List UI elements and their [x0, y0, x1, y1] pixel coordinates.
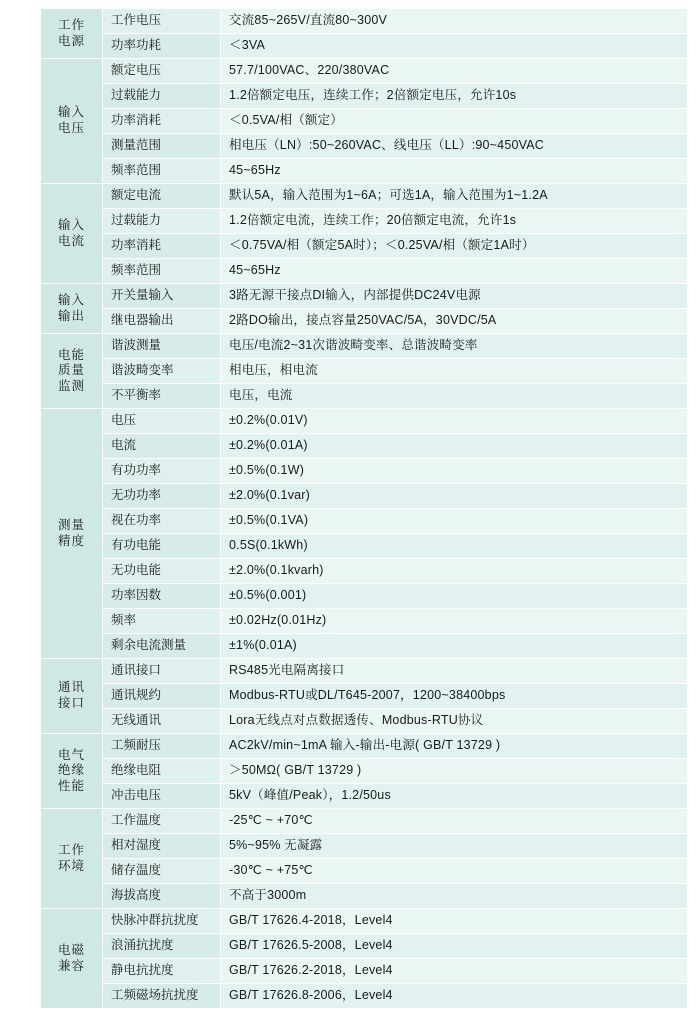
value-cell: 1.2倍额定电压，连续工作；2倍额定电压，允许10s [221, 84, 688, 109]
category-cell [41, 59, 103, 184]
item-cell: 谐波测量 [103, 334, 221, 359]
value-cell: ＜0.75VA/相（额定5A时）；＜0.25VA/相（额定1A时） [221, 234, 688, 259]
item-cell: 继电器输出 [103, 309, 221, 334]
table-row [41, 859, 688, 884]
value-cell: ±0.2%(0.01V) [221, 409, 688, 434]
item-cell: 绝缘电阻 [103, 759, 221, 784]
value-cell: GB/T 17626.5-2008，Level4 [221, 934, 688, 959]
category-line: 电源 [57, 33, 85, 48]
table-row [41, 184, 688, 209]
category-line: 电能 [57, 347, 85, 362]
table-row [41, 34, 688, 59]
table-row [41, 434, 688, 459]
category-line: 环境 [57, 858, 85, 873]
item-cell: 功率消耗 [103, 234, 221, 259]
item-cell: 相对湿度 [103, 834, 221, 859]
category-line: 性能 [57, 778, 85, 793]
value-cell: -30℃ ~ +75℃ [221, 859, 688, 884]
category-line: 电磁 [57, 942, 85, 957]
item-cell: 额定电流 [103, 184, 221, 209]
category-cell [41, 9, 103, 59]
category-cell [41, 284, 103, 334]
category-line: 输出 [57, 308, 85, 323]
category-line: 兼容 [57, 958, 85, 973]
item-cell: 有功电能 [103, 534, 221, 559]
category-line: 通讯 [57, 680, 85, 695]
item-cell: 频率范围 [103, 259, 221, 284]
value-cell: 电压/电流2~31次谐波畸变率、总谐波畸变率 [221, 334, 688, 359]
table-row [41, 9, 688, 34]
value-cell: ＜3VA [221, 34, 688, 59]
item-cell: 海拔高度 [103, 884, 221, 909]
item-cell: 测量范围 [103, 134, 221, 159]
table-row [41, 809, 688, 834]
value-cell: 2路DO输出，接点容量250VAC/5A，30VDC/5A [221, 309, 688, 334]
category-line: 电气 [57, 747, 85, 762]
value-cell: ±2.0%(0.1kvarh) [221, 559, 688, 584]
item-cell: 工频耐压 [103, 734, 221, 759]
category-line: 工作 [57, 842, 85, 857]
table-row [41, 659, 688, 684]
category-cell [41, 184, 103, 284]
table-row [41, 359, 688, 384]
value-cell: 5%~95% 无凝露 [221, 834, 688, 859]
table-row [41, 734, 688, 759]
category-line: 输入 [57, 292, 85, 307]
value-cell: 45~65Hz [221, 259, 688, 284]
item-cell: 快脉冲群抗扰度 [103, 909, 221, 934]
value-cell: ＞50MΩ( GB/T 13729 ) [221, 759, 688, 784]
item-cell: 有功功率 [103, 459, 221, 484]
category-line: 输入 [57, 105, 85, 120]
table-row [41, 284, 688, 309]
table-row [41, 759, 688, 784]
table-row [41, 909, 688, 934]
category-line: 测量 [57, 517, 85, 532]
table-row [41, 634, 688, 659]
table-row [41, 409, 688, 434]
item-cell: 电压 [103, 409, 221, 434]
category-line: 绝缘 [57, 763, 85, 778]
table-row [41, 134, 688, 159]
item-cell: 功率因数 [103, 584, 221, 609]
value-cell: 相电压（LN）:50~260VAC、线电压（LL）:90~450VAC [221, 134, 688, 159]
value-cell: ±0.2%(0.01A) [221, 434, 688, 459]
table-row [41, 459, 688, 484]
table-row [41, 584, 688, 609]
category-cell [41, 734, 103, 809]
table-row [41, 84, 688, 109]
table-row [41, 159, 688, 184]
item-cell: 储存温度 [103, 859, 221, 884]
value-cell: ±0.02Hz(0.01Hz) [221, 609, 688, 634]
table-row [41, 209, 688, 234]
item-cell: 静电抗扰度 [103, 959, 221, 984]
table-row [41, 259, 688, 284]
value-cell: AC2kV/min~1mA 输入-输出-电源( GB/T 13729 ) [221, 734, 688, 759]
category-line: 电流 [57, 233, 85, 248]
category-line: 质量 [57, 363, 85, 378]
table-row [41, 609, 688, 634]
table-row [41, 934, 688, 959]
value-cell: ±2.0%(0.1var) [221, 484, 688, 509]
table-row [41, 984, 688, 1009]
item-cell: 浪涌抗扰度 [103, 934, 221, 959]
item-cell: 过载能力 [103, 84, 221, 109]
item-cell: 谐波畸变率 [103, 359, 221, 384]
value-cell: 5kV（峰值/Peak），1.2/50us [221, 784, 688, 809]
item-cell: 通讯规约 [103, 684, 221, 709]
category-cell [41, 409, 103, 659]
value-cell: 电压，电流 [221, 384, 688, 409]
table-row [41, 559, 688, 584]
table-row [41, 834, 688, 859]
specifications-table [40, 8, 688, 1009]
item-cell: 无功功率 [103, 484, 221, 509]
category-line: 工作 [57, 17, 85, 32]
value-cell: ±0.5%(0.1VA) [221, 509, 688, 534]
value-cell: ±1%(0.01A) [221, 634, 688, 659]
item-cell: 功率功耗 [103, 34, 221, 59]
value-cell: 57.7/100VAC、220/380VAC [221, 59, 688, 84]
table-row [41, 784, 688, 809]
table-row [41, 484, 688, 509]
value-cell: ±0.5%(0.001) [221, 584, 688, 609]
item-cell: 剩余电流测量 [103, 634, 221, 659]
category-line: 监测 [57, 378, 85, 393]
item-cell: 工作温度 [103, 809, 221, 834]
item-cell: 无功电能 [103, 559, 221, 584]
value-cell: 3路无源干接点DI输入，内部提供DC24V电源 [221, 284, 688, 309]
category-line: 电压 [57, 121, 85, 135]
item-cell: 额定电压 [103, 59, 221, 84]
table-row [41, 234, 688, 259]
value-cell: Lora无线点对点数据透传、Modbus-RTU协议 [221, 709, 688, 734]
item-cell: 视在功率 [103, 509, 221, 534]
value-cell: GB/T 17626.8-2006，Level4 [221, 984, 688, 1009]
value-cell: 不高于3000m [221, 884, 688, 909]
table-row [41, 384, 688, 409]
value-cell: ±0.5%(0.1W) [221, 459, 688, 484]
item-cell: 频率 [103, 609, 221, 634]
value-cell: GB/T 17626.4-2018，Level4 [221, 909, 688, 934]
value-cell: 交流85~265V/直流80~300V [221, 9, 688, 34]
item-cell: 工作电压 [103, 9, 221, 34]
category-line: 接口 [57, 696, 85, 710]
value-cell: GB/T 17626.2-2018，Level4 [221, 959, 688, 984]
item-cell: 工频磁场抗扰度 [103, 984, 221, 1009]
table-row [41, 684, 688, 709]
item-cell: 电流 [103, 434, 221, 459]
table-body [41, 9, 688, 1009]
value-cell: -25℃ ~ +70℃ [221, 809, 688, 834]
value-cell: 默认5A，输入范围为1~6A；可选1A，输入范围为1~1.2A [221, 184, 688, 209]
table-row [41, 959, 688, 984]
category-cell [41, 659, 103, 734]
category-cell [41, 809, 103, 909]
table-row [41, 334, 688, 359]
table-row [41, 59, 688, 84]
value-cell: 45~65Hz [221, 159, 688, 184]
table-row [41, 309, 688, 334]
item-cell: 频率范围 [103, 159, 221, 184]
item-cell: 通讯接口 [103, 659, 221, 684]
category-line: 输入 [57, 217, 85, 232]
table-row [41, 709, 688, 734]
item-cell: 不平衡率 [103, 384, 221, 409]
item-cell: 无线通讯 [103, 709, 221, 734]
item-cell: 功率消耗 [103, 109, 221, 134]
table-row [41, 509, 688, 534]
category-cell [41, 334, 103, 409]
value-cell: 相电压，相电流 [221, 359, 688, 384]
value-cell: RS485光电隔离接口 [221, 659, 688, 684]
category-cell [41, 909, 103, 1009]
value-cell: 0.5S(0.1kWh) [221, 534, 688, 559]
item-cell: 开关量输入 [103, 284, 221, 309]
table-row [41, 884, 688, 909]
value-cell: Modbus-RTU或DL/T645-2007，1200~38400bps [221, 684, 688, 709]
item-cell: 过载能力 [103, 209, 221, 234]
value-cell: ＜0.5VA/相（额定） [221, 109, 688, 134]
category-line: 精度 [57, 533, 85, 548]
table-row [41, 109, 688, 134]
item-cell: 冲击电压 [103, 784, 221, 809]
value-cell: 1.2倍额定电流，连续工作；20倍额定电流，允许1s [221, 209, 688, 234]
table-row [41, 534, 688, 559]
